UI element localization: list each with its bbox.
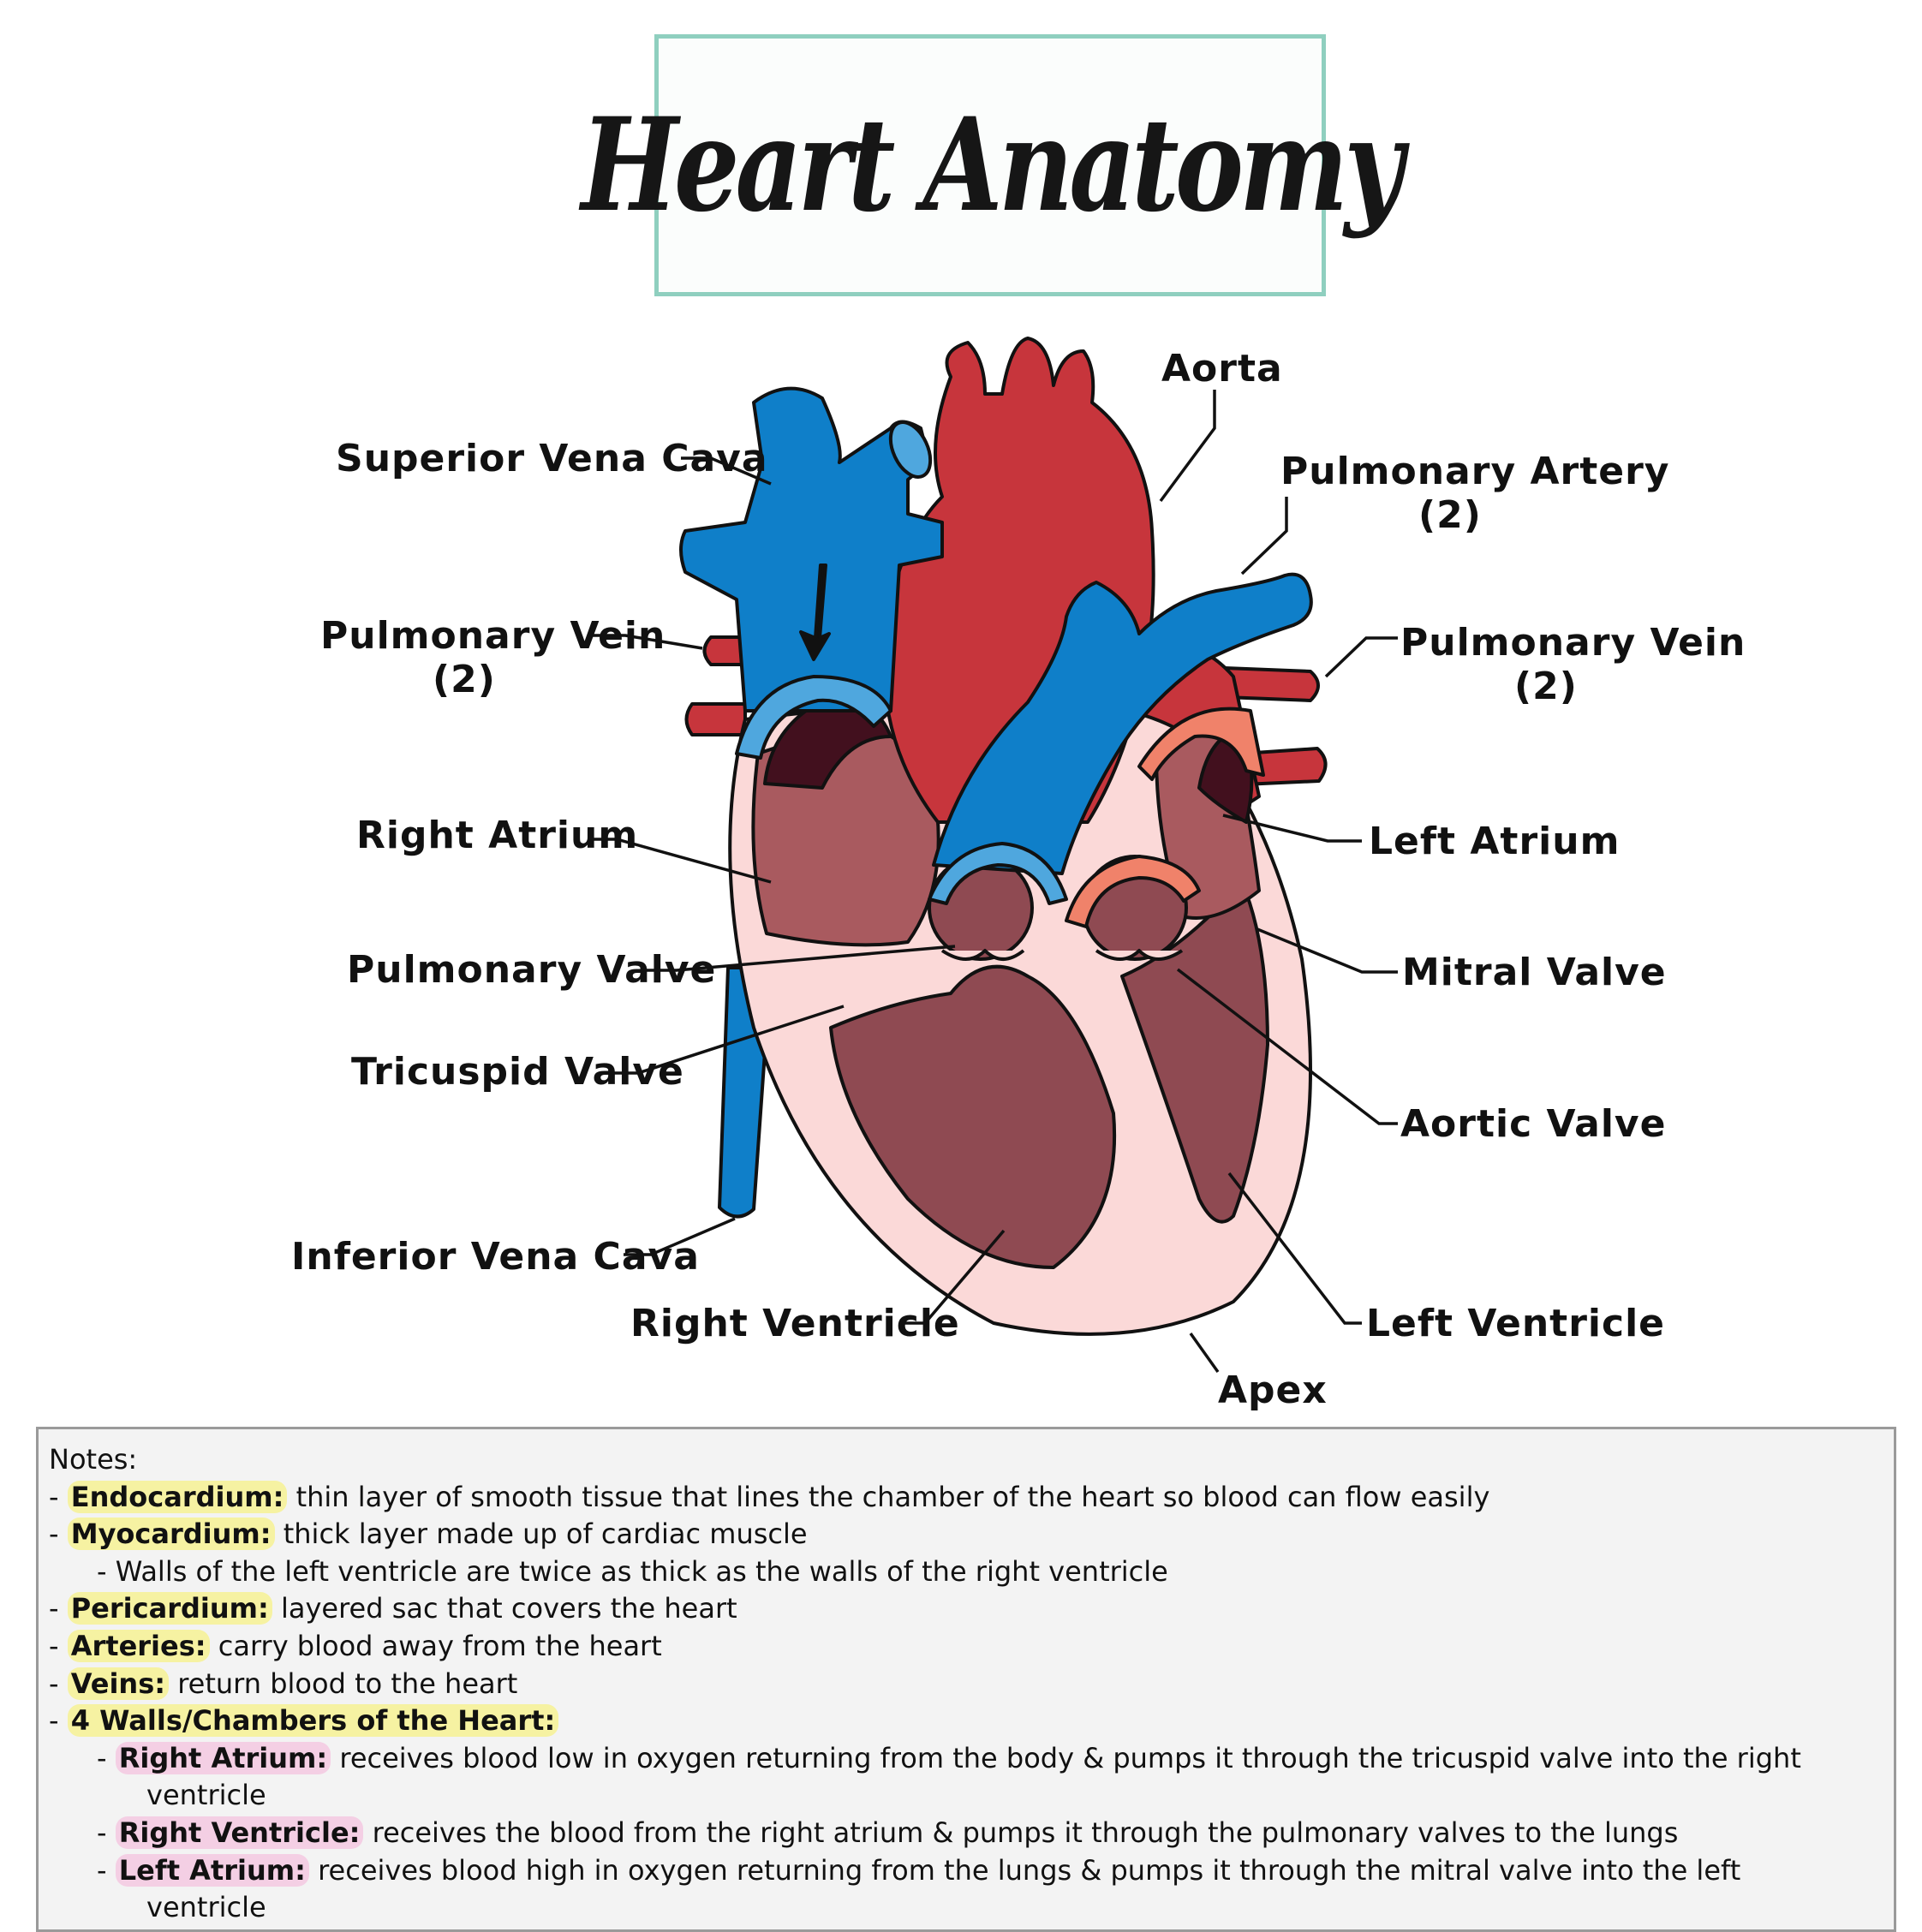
label-right-ventricle: Right Ventricle — [630, 1302, 960, 1345]
note-continuation: ventricle — [146, 1779, 266, 1812]
label-pulmonary-vein-right-count: (2) — [1514, 665, 1578, 708]
pulmonary-vein-left-lower — [687, 704, 746, 735]
note-subitem: - Right Atrium: receives blood low in oxygen returning from the body & pumps it through the tricuspid valve into the right — [97, 1741, 1801, 1774]
leader-pulmonary-artery — [1242, 497, 1286, 574]
label-pulmonary-valve: Pulmonary Valve — [347, 948, 717, 992]
label-mitral-valve: Mitral Valve — [1402, 951, 1667, 994]
note-item: - Myocardium: thick layer made up of cardiac muscle — [49, 1518, 808, 1551]
label-pulmonary-vein-left-count: (2) — [433, 658, 496, 701]
label-right-atrium: Right Atrium — [356, 814, 639, 857]
label-pulmonary-artery-count: (2) — [1418, 493, 1482, 537]
notes-panel — [36, 1427, 1896, 1932]
label-pulmonary-artery: Pulmonary Artery — [1280, 450, 1670, 493]
note-subitem: - Walls of the left ventricle are twice as thick as the walls of the right ventricle — [97, 1554, 1168, 1588]
label-pulmonary-vein-right: Pulmonary Vein — [1400, 621, 1746, 665]
label-aorta: Aorta — [1161, 347, 1283, 391]
label-pulmonary-vein-left: Pulmonary Vein — [320, 614, 666, 658]
label-tricuspid-valve: Tricuspid Valve — [351, 1050, 684, 1094]
label-inferior-vena-cava: Inferior Vena Cava — [291, 1235, 700, 1279]
label-superior-vena-cava: Superior Vena Cava — [336, 437, 768, 480]
leader-pulmonary-vein-right — [1326, 638, 1398, 677]
note-item: - Pericardium: layered sac that covers the heart — [49, 1592, 737, 1625]
leader-aorta — [1161, 390, 1215, 501]
page-title: Heart Anatomy — [581, 90, 1400, 241]
label-aortic-valve: Aortic Valve — [1400, 1102, 1667, 1146]
note-subitem: - Right Ventricle: receives the blood from the right atrium & pumps it through the pulmonary valves to the lungs — [97, 1816, 1679, 1849]
note-item: - 4 Walls/Chambers of the Heart: — [49, 1702, 1882, 1740]
notes-heading: Notes: — [49, 1443, 138, 1476]
label-left-ventricle: Left Ventricle — [1366, 1302, 1666, 1345]
note-item: - Endocardium: thin layer of smooth tissue that lines the chamber of the heart so blood can flow easily — [49, 1480, 1490, 1513]
label-left-atrium: Left Atrium — [1369, 820, 1621, 863]
leader-apex — [1191, 1333, 1218, 1372]
note-subitem: - Left Atrium: receives blood high in oxygen returning from the lungs & pumps it through the mitral valve into the left — [97, 1853, 1741, 1887]
note-item: - Veins: return blood to the heart — [49, 1667, 518, 1700]
label-apex: Apex — [1218, 1368, 1328, 1412]
note-item: - Arteries: carry blood away from the heart — [49, 1629, 662, 1662]
note-continuation: ventricle — [146, 1891, 266, 1924]
